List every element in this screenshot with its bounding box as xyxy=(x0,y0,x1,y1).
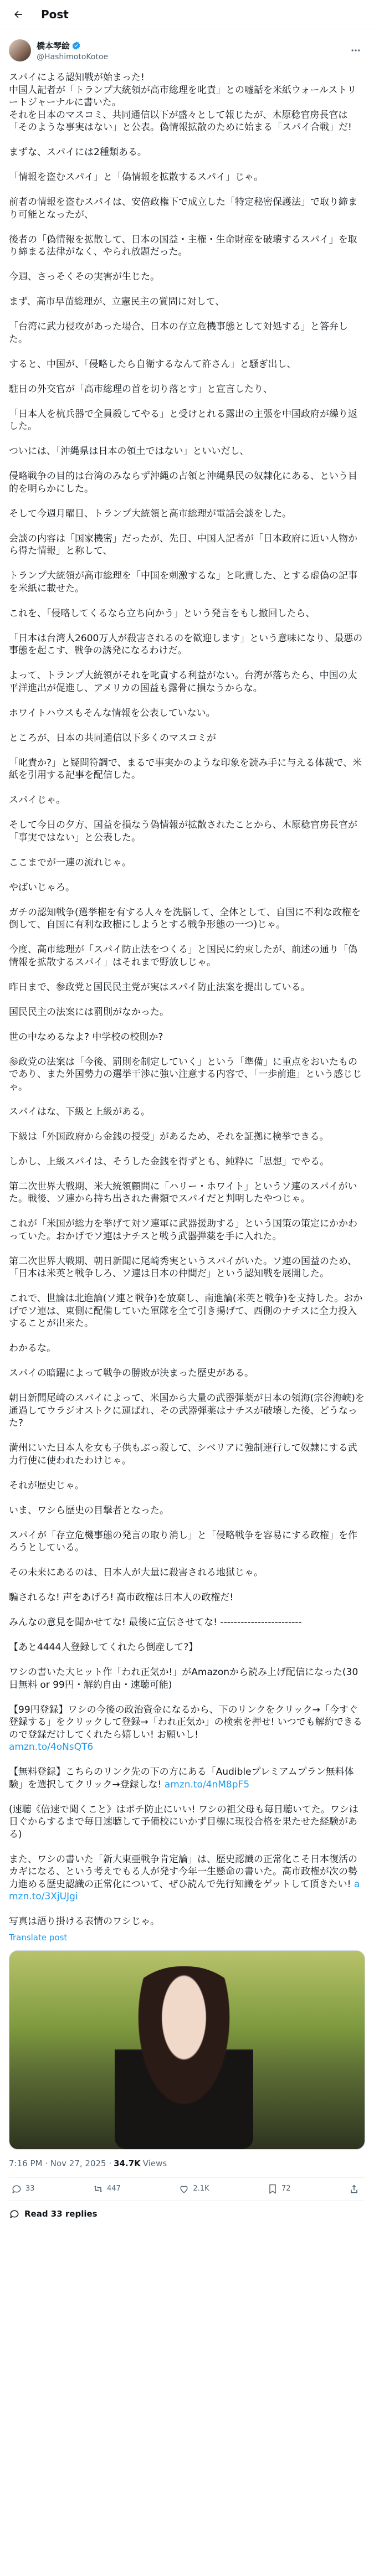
post-paragraph: スパイが「存立危機事態の発言の取り消し」と「侵略戦争を容易にする政権」を作ろうとしている。 xyxy=(9,1529,357,1553)
reply-count: 33 xyxy=(25,2185,35,2193)
share-icon xyxy=(349,2183,360,2194)
promo-book-line: ワシの書いた大ヒット作「われ正気か!」がAmazonから読み上げ配信になった(30日無料 or 99円・解約自由・速聴可能) xyxy=(9,1667,358,1691)
post-paragraph: そして今週月曜日、トランプ大統領と高市総理が電話会談をした。 xyxy=(9,508,291,519)
heart-icon xyxy=(178,2183,189,2194)
post-paragraph: いま、ワシら歴史の目撃者となった。 xyxy=(9,1505,169,1516)
post-paragraph: スパイの暗躍によって戦争の勝敗が決まった歴史がある。 xyxy=(9,1368,254,1379)
post-paragraph: 今度、高市総理が「スパイ防止法をつくる」と国民に約束したが、前述の通り「偽情報を拡散するスパイ」はそれまで野放しじゃ。 xyxy=(9,944,357,968)
author-meta xyxy=(37,40,108,61)
repost-icon xyxy=(93,2183,104,2194)
repost-button[interactable] xyxy=(93,2183,121,2194)
post-paragraph: 昨日まで、参政党と国民民主党が実はスパイ防止法案を提出している。 xyxy=(9,981,310,993)
post-paragraph: 参政党の法案は「今後、罰則を制定していく」という「準備」に重点をおいたものであり、また外国勢力の選挙干渉に強い注意する内容で、「一歩前進」という感じじゃ。 xyxy=(9,1056,362,1093)
action-bar xyxy=(9,2178,365,2201)
post-paragraph: 「情報を盗むスパイ」と「偽情報を拡散するスパイ」じゃ。 xyxy=(9,172,263,183)
promo-free-link[interactable]: amzn.to/4nM8pF5 xyxy=(164,1779,250,1790)
post-paragraph: ところが、日本の共同通信以下多くのマスコミが xyxy=(9,732,216,744)
read-replies-label: Read 33 replies xyxy=(24,2208,98,2219)
post-paragraph: 侵略戦争の目的は台湾のみならず沖縄の占領と沖縄県民の奴隷化にある、という目的を明らかにした。 xyxy=(9,471,357,494)
post-paragraph: 前者の情報を盗むスパイは、安倍政権下で成立した「特定秘密保護法」で取り締まり可能となったが、 xyxy=(9,197,357,220)
back-button[interactable] xyxy=(9,5,28,24)
post-paragraph: まず、高市早苗総理が、立憲民主の質問に対して、 xyxy=(9,296,225,307)
top-header xyxy=(0,0,374,29)
post-paragraph: 「日本人を杭兵器で全員殺してやる」と受けとれる露出の主張を中国政府が繰り返した。 xyxy=(9,408,357,432)
promo-99-paragraph xyxy=(9,1704,365,1754)
share-button[interactable] xyxy=(349,2183,363,2194)
post-paragraph: 「日本は台湾人2600万人が殺害されるのを歓迎します」という意味になり、最悪の事態を起こす、戦争の誘発になるわけだ。 xyxy=(9,632,363,656)
new-book-text: また、ワシの書いた「新大東亜戦争肯定論」は、歴史認識の正常化こそ日本復活のカギになる、という考えでもる人が発す今年一生懸命の書いた。高市政権が次の勢力進める歴史認識の正常化について、ぜひ読んで先行知識をゲットして頂きたい! xyxy=(9,1853,357,1890)
author-name-line xyxy=(37,40,108,51)
post-paragraph: これを、「侵略してくるなら立ち向かう」という発言をもし撤回したら、 xyxy=(9,607,315,619)
post-meta xyxy=(9,2150,365,2178)
like-count: 2.1K xyxy=(193,2185,209,2193)
promo-99-link[interactable]: amzn.to/4oNsQT6 xyxy=(9,1742,94,1753)
promo-free-text: 【無料登録】こちらのリンク先の下の方にある「Audibleプレミアムプラン無料体験」を選択してクリック→登録しな! xyxy=(9,1766,354,1790)
repost-count: 447 xyxy=(107,2185,121,2193)
views-count: 34.7K xyxy=(114,2158,141,2168)
verified-badge-icon xyxy=(71,41,81,50)
views-label: Views xyxy=(142,2158,167,2168)
post-paragraph: 第二次世界大戦期、米大統領顧問に「ハリー・ホワイト」というソ連のスパイがいた。戦後、ソ連から持ち出された書類でスパイだと判明したやつじゃ。 xyxy=(9,1181,357,1204)
post-paragraph: やばいじゃろ。 xyxy=(9,882,75,893)
post-paragraph: ホワイトハウスもそんな情報を公表していない。 xyxy=(9,707,216,719)
comment-bubble-icon xyxy=(9,2208,20,2219)
post-paragraph: 駐日の外交官が「高市総理の首を切り落とす」と宣言したり、 xyxy=(9,383,273,395)
post-paragraph: これが「米国が総力を挙げて対ソ連軍に武器援助する」という国策の策定にかかわっていた。おかげでソ連はナチスと戦う武器弾薬を手に入れた。 xyxy=(9,1218,357,1242)
post-text xyxy=(9,71,365,1629)
photo-subject xyxy=(115,1966,253,2149)
author-row xyxy=(0,29,374,65)
post-paragraph: 世の中なめるなよ? 中学校の校則か? xyxy=(9,1031,163,1043)
bookmark-button[interactable] xyxy=(267,2183,291,2194)
page-title: Post xyxy=(41,8,69,21)
post-paragraph: スパイによる認知戦が始まった! 中国人記者が「トランプ大統領が高市総理を叱責」との嘘話を米紙ウォールストリートジャーナルに書いた。 それを日本のマスコミ、共同通信以下が盛々として報じたが、木原稔官房長官は「そのような事実はない」と公表。偽情報拡散のために始まる「スパイ合戦」だ! xyxy=(9,72,357,133)
post-paragraph: 会談の内容は「国家機密」だったが、先日、中国人記者が「日本政府に近い人物から得た情報」と称して、 xyxy=(9,533,357,557)
like-button[interactable] xyxy=(178,2183,209,2194)
post-paragraph: ついには、「沖縄県は日本の領土ではない」といいだし、 xyxy=(9,446,249,457)
author-name[interactable]: 橋本琴絵 xyxy=(37,40,70,51)
post-paragraph: 「叱責か?」と疑問符調で、まるで事実かのような印象を読み手に与える体裁で、米紙を引用する記事を配信した。 xyxy=(9,757,362,781)
post-timestamp[interactable]: 7:16 PM · Nov 27, 2025 · xyxy=(9,2158,112,2168)
post-paragraph: これで、世論は北進論(ソ連と戦争)を放棄し、南進論(米英と戦争)を支持した。おかげでソ連は、東側に配備していた軍隊を全て引き揚げて、西側のナチスに全力投入することが出来た。 xyxy=(9,1293,363,1329)
post-paragraph: みんなの意見を聞かせてな! 最後に宣伝させてな! ------------------------ xyxy=(9,1617,302,1628)
post-body xyxy=(0,65,374,2227)
post-paragraph: すると、中国が、「侵略したら自衛するなんて許さん」と騒ぎ出し、 xyxy=(9,358,296,370)
post-paragraph: ガチの認知戦争(選挙権を有する人々を洗脳して、全体として、自国に不利な政権を倒して、自国に有利な政権にしようとする戦争形態の一つ)じゃ。 xyxy=(9,906,361,930)
bookmark-icon xyxy=(267,2183,278,2194)
reply-bubble-icon xyxy=(11,2183,22,2194)
post-paragraph: 朝日新聞尾崎のスパイによって、米国から大量の武器弾薬が日本の領海(宗谷海峡)を通過してウラジオストクに運ばれ、その武器弾薬はナチスが破壊した後、どうなった? xyxy=(9,1393,365,1429)
promo-99-text: 【99円登録】ワシの今後の政治資金になるから、下のリンクをクリック→「今すぐ登録する」をクリックして登録→「われ正気か」の検索を押せ! いつでも解約できるので登録だけしてくれたら嬉しい! お願いし! xyxy=(9,1704,362,1740)
post-paragraph: 下級は「外国政府から金銭の授受」があるため、それを証拠に検挙できる。 xyxy=(9,1131,329,1142)
reply-button[interactable] xyxy=(11,2183,35,2194)
translate-post-link[interactable]: Translate post xyxy=(9,1932,68,1943)
post-paragraph: スパイじゃ。 xyxy=(9,795,65,806)
author-handle[interactable]: @HashimotoKotoe xyxy=(37,52,109,61)
post-paragraph: 騙されるな! 声をあげろ! 高市政権は日本人の政権だ! xyxy=(9,1592,234,1603)
promo-campaign: 【あと4444人登録してくれたら倒産して?】 xyxy=(9,1642,198,1653)
post-paragraph: わかるな。 xyxy=(9,1343,56,1354)
more-options-button[interactable] xyxy=(346,41,365,60)
promo-note: (速聴《倍速で聞くこと》はポチ防止にいい! ワシの祖父母も毎日聴いてた。ワシは日ぐからするまで毎日速聴して予備校にいかず目標に現役合格を果たせた経験がある) xyxy=(9,1804,358,1840)
post-photo[interactable] xyxy=(9,1950,365,2150)
post-paragraph: そして今日の夕方、国益を損なう偽情報が拡散されたことから、木原稔官房長官が「事実ではない」と公表した。 xyxy=(9,820,357,843)
promo-free-paragraph xyxy=(9,1766,365,1791)
post-paragraph: スパイはな、下級と上級がある。 xyxy=(9,1106,150,1117)
read-replies-button[interactable] xyxy=(9,2201,365,2227)
avatar[interactable] xyxy=(9,39,31,61)
post-paragraph: それが歴史じゃ。 xyxy=(9,1480,84,1491)
closing-line: 写真は語り掛ける表情のワシじゃ。 xyxy=(9,1916,160,1927)
post-paragraph: 後者の「偽情報を拡散して、日本の国益・主権・生命財産を破壊するスパイ」を取り締まる法律がなく、やられ放題だった。 xyxy=(9,234,357,257)
post-paragraph: 第二次世界大戦期、朝日新聞に尾崎秀実というスパイがいた。ソ連の国益のため、「日本は米英と戦争しろ、ソ連は日本の仲間だ」という認知戦を展開した。 xyxy=(9,1255,357,1279)
back-arrow-icon xyxy=(13,9,24,20)
post-paragraph: まずな、スパイには2種類ある。 xyxy=(9,147,147,158)
post-paragraph: その未来にあるのは、日本人が大量に殺害される地獄じゃ。 xyxy=(9,1567,263,1578)
post-paragraph: 「台湾に武力侵攻があった場合、日本の存立危機事態として対処する」と答弁した。 xyxy=(9,321,348,345)
post-paragraph: ここまでが一連の流れじゃ。 xyxy=(9,857,131,868)
post-paragraph: よって、トランプ大統領がそれを叱責する利益がない。台湾が落ちたら、中国の太平洋進出が促進し、アメリカの国益も露骨に損なうからな。 xyxy=(9,670,357,694)
post-paragraph: 今週、さっそくその実害が生じた。 xyxy=(9,271,160,282)
post-paragraph: しかし、上級スパイは、そうした金銭を得ずとも、純粋に「思想」でやる。 xyxy=(9,1156,329,1167)
post-paragraph: 国民民主の法案には罰則がなかった。 xyxy=(9,1006,169,1018)
new-book-link[interactable]: amzn.to/3XjUJgi xyxy=(9,1878,360,1902)
post-paragraph: 満州にいた日本人を女も子供もぶっ殺して、シベリアに強制連行して奴隷にする武力行使に使われたわけじゃ。 xyxy=(9,1442,357,1466)
new-book-paragraph xyxy=(9,1853,365,1903)
more-dots-icon xyxy=(350,45,361,56)
post-paragraph: トランプ大統領が高市総理を「中国を刺激するな」と叱責した、とする虚偽の記事を米紙に載せた。 xyxy=(9,570,357,594)
bookmark-count: 72 xyxy=(281,2185,291,2193)
